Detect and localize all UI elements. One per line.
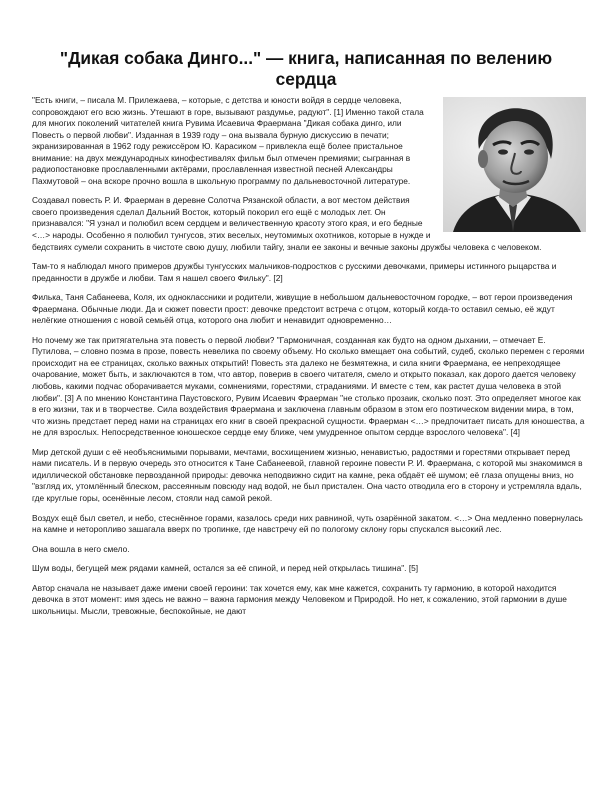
author-portrait (443, 97, 586, 232)
paragraph-10: Автор сначала не называет даже имени своей героини: так хочется ему, как мне кажется, сохранить ту гармонию, в которой находится девочка в этот момент: имя здесь не важно – важна гармония между Человеком и Природой. Но нет, к сожалению, этой гармонии в душе школьницы. Мысли, тревожные, беспокойные, не дают (32, 582, 567, 616)
paragraph-8: Она вошла в него смело. (32, 543, 130, 554)
paragraph-7: Воздух ещё был светел, и небо, стеснённое горами, казалось среди них равниной, чуть озарённой закатом. <…> Она медленно повернулась на камне и неторопливо зашагала вверх по тропинке, где навстречу ей по пологому склону горы спускался высокий лес. (32, 512, 583, 535)
article-body (32, 95, 586, 625)
paragraph-5: Но почему же так притягательна эта повесть о первой любви? "Гармоничная, созданная как будто на одном дыхании, – отмечает Е. Путилова, – словно поэма в прозе, повесть невелика по своему объему. Но сколько вмещает она событий, судеб, сколько перемен с героями происходит на ее страницах, сколько важных открытий! Повесть эта далеко не безмятежна, и сила книги Фраермана, ее непреходящее очарование, может быть, и заключаются в том, что автор, поверив в своего читателя, смело и открыто показал, как дорого дается человеку любовь, какими подчас оборачивается муками, сомнениями, горестями, страданиями. И вместе с тем, как растет душа человека в этой любви". [3] А по мнению Константина Паустовского, Рувим Исаевич Фраерман "не столько прозаик, сколько поэт. Это определяет многое как в его жизни, так и в творчестве. Сила воздействия Фраермана и заключена главным образом в этом его поэтическом видении мира, в том, что жизнь предстает перед нами на страницах его книг в своей прекрасной сущности. Фраерман <…> предпочитает писать для юношества, а не для взрослых. Непосредственное юношеское сердце ему ближе, чем умудренное опытом сердце взрослого человека". [4] (32, 334, 585, 438)
paragraph-1: "Есть книги, – писала М. Прилежаева, – которые, с детства и юности войдя в сердце человека, сопровождают его всю жизнь. Утешают в горе, вызывают раздумье, радуют". [1] Именно такой стала для многих поколений читателей книга Рувима Исаевича Фраермана "Дикая собака динго, или Повесть о первой любви". Изданная в 1939 году – она вызвала бурную дискуссию в печати; экранизированная в 1962 году режиссёром Ю. Карасиком – привлекла ещё более пристальное внимание: на двух международных кинофестивалях фильм был отмечен премиями; сыгранная в радиопостановке прославленными актёрами, прославленная известной песней Александры Пахмутовой – она вскоре прочно вошла в школьную программу по дальневосточной литературе. (32, 95, 424, 186)
paragraph-6: Мир детской души с её необъяснимыми порывами, мечтами, восхищением жизнью, ненавистью, радостями и горестями открывает перед нами писатель. И в первую очередь это относится к Тане Сабанеевой, главной героине повести Р. И. Фраермана, с которой мы знакомимся в идиллической обстановке первозданной природы: девочка неподвижно сидит на камне, река обдаёт её шумом; её глаза опущены вниз, но "взгляд их, утомлённый блеском, рассеянным повсюду над водой, не был пристален. Она часто отводила его в сторону и устремляла вдаль, где круглые горы, осенённые лесом, стояли над самой рекой. (32, 446, 583, 503)
page-title: "Дикая собака Динго..." — книга, написанная по велению сердца (59, 48, 553, 89)
paragraph-2: Создавал повесть Р. И. Фраерман в деревне Солотча Рязанской области, а вот местом действия своего произведения сделал Дальний Восток, который покорил его ещё с молодых лет. Он признавался: "Я узнал и полюбил всем сердцем и величественную красоту этого края, и его бедные <…> народы. Особенно я полюбил тунгусов, этих веселых, неутомимых охотников, которые в нужде и бедствиях сумели сохранить в чистоте свою душу, любили тайгу, знали ее законы и вечные законы дружбы человека с человеком. (32, 195, 542, 252)
paragraph-3: Там-то я наблюдал много примеров дружбы тунгусских мальчиков-подростков с русскими девочками, примеры истинного рыцарства и преданности в дружбе и любви. Там я нашел своего Фильку". [2] (32, 261, 557, 283)
portrait-image (443, 97, 586, 232)
paragraph-9: Шум воды, бегущей меж рядами камней, остался за её спиной, и перед ней открылась тишина". [5] (32, 563, 419, 574)
paragraph-4: Филька, Таня Сабанеева, Коля, их одноклассники и родители, живущие в небольшом дальневосточном городке, – вот герои произведения Фраермана. Обычные люди. Да и сюжет повести прост: девочке предстоит встреча с отцом, который когда-то оставил семью, её ждут нелёгкие отношения с новой семьёй отца, которого она любит и ненавидит одновременно… (32, 292, 573, 326)
